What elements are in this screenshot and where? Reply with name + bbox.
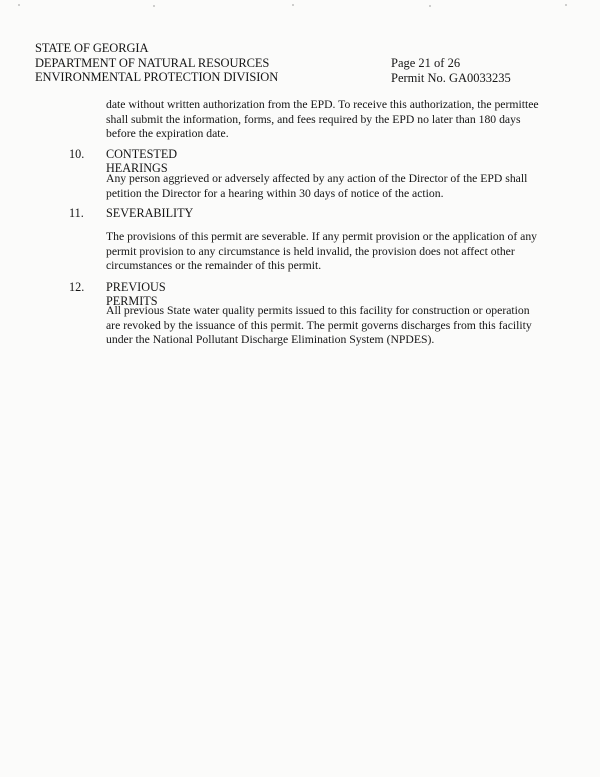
scan-speck <box>292 4 294 6</box>
section-title: PREVIOUS PERMITS <box>106 280 166 308</box>
paragraph-line: under the National Pollutant Discharge Elimination System (NPDES). <box>106 333 435 346</box>
scan-speck <box>565 4 567 6</box>
scan-speck <box>153 5 155 7</box>
paragraph-line: shall submit the information, forms, and fees required by the EPD no later than 180 days <box>106 112 521 126</box>
paragraph-line: Any person aggrieved or adversely affected by any action of the Director of the EPD shall <box>106 172 528 185</box>
agency-line-department: DEPARTMENT OF NATURAL RESOURCES <box>35 55 270 70</box>
agency-header <box>35 41 278 85</box>
paragraph-line: The provisions of this permit are severable. If any permit provision or the application of any <box>106 230 538 243</box>
agency-line-division: ENVIRONMENTAL PROTECTION DIVISION <box>35 70 279 84</box>
section-number: 10. <box>69 147 85 161</box>
agency-line-state: STATE OF GEORGIA <box>35 41 149 55</box>
paragraph-line: petition the Director for a hearing within 30 days of notice of the action. <box>106 186 444 200</box>
paragraph-line: before the expiration date. <box>106 127 229 140</box>
scan-speck <box>429 5 431 7</box>
section-title: SEVERABILITY <box>106 206 194 220</box>
paragraph-line: are revoked by the issuance of this permit. The permit governs discharges from this facility <box>106 318 532 332</box>
continuation-paragraph <box>106 98 539 142</box>
page-info <box>391 56 511 85</box>
section-body-11 <box>106 230 536 274</box>
paragraph-line: All previous State water quality permits issued to this facility for construction or operation <box>106 304 530 317</box>
scan-speck <box>18 4 20 6</box>
section-body-10 <box>106 172 536 201</box>
paragraph-line: date without written authorization from the EPD. To receive this authorization, the permittee <box>106 98 539 111</box>
section-number: 12. <box>69 280 85 294</box>
paragraph-line: circumstances or the remainder of this permit. <box>106 259 322 272</box>
permit-number: Permit No. GA0033235 <box>391 70 511 85</box>
section-title: CONTESTED HEARINGS <box>106 147 178 175</box>
section-body-12 <box>106 304 536 348</box>
page-number: Page 21 of 26 <box>391 56 461 70</box>
paragraph-line: permit provision to any circumstance is held invalid, the provision does not affect other <box>106 244 515 258</box>
section-number: 11. <box>69 206 84 220</box>
